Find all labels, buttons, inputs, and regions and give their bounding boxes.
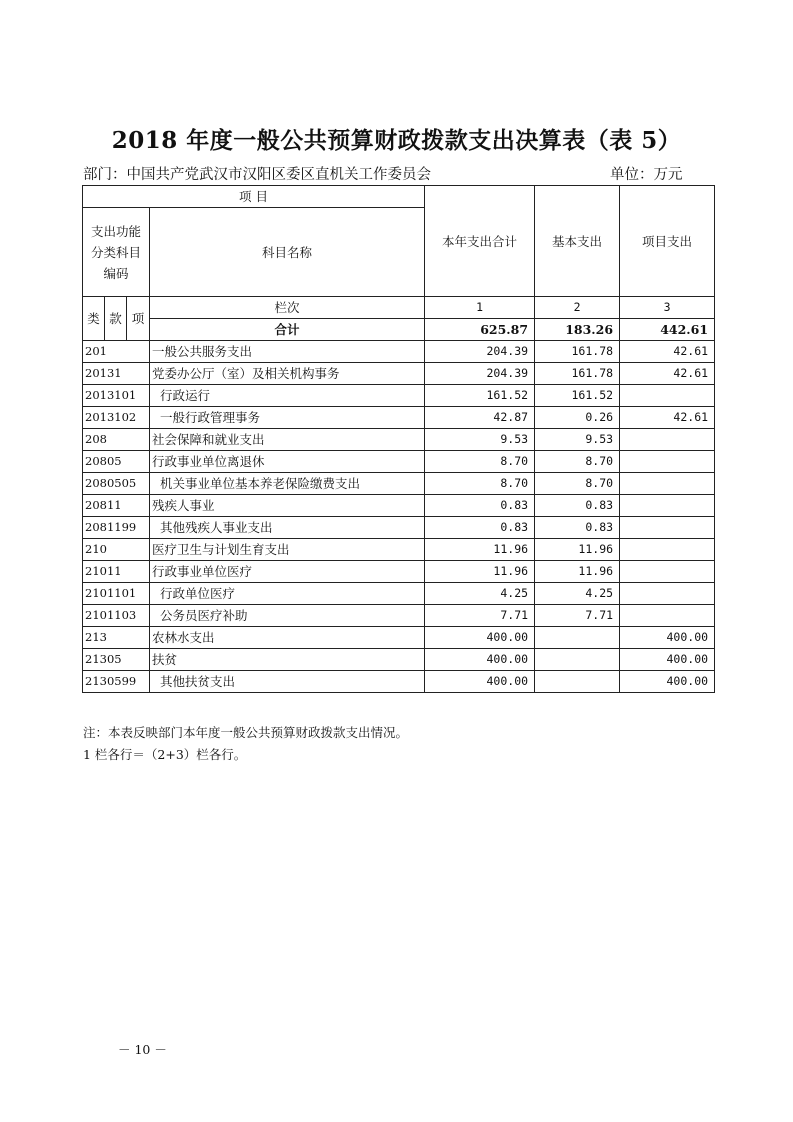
row-code: 2101101 — [83, 583, 150, 605]
lanci-number-1: 1 — [425, 297, 535, 319]
header-project: 项 目 — [83, 186, 425, 208]
table-row — [83, 583, 715, 605]
row-project: 400.00 — [620, 627, 715, 649]
row-basic — [535, 671, 620, 693]
row-project: 400.00 — [620, 671, 715, 693]
row-basic: 0.83 — [535, 517, 620, 539]
row-code: 2081199 — [83, 517, 150, 539]
total-row — [83, 319, 715, 341]
header-code-label: 支出功能分类科目编码 — [83, 208, 150, 297]
row-code: 2013102 — [83, 407, 150, 429]
row-total: 204.39 — [425, 341, 535, 363]
row-project — [620, 495, 715, 517]
row-code: 21011 — [83, 561, 150, 583]
table-row — [83, 363, 715, 385]
header-name-label: 科目名称 — [150, 208, 425, 297]
row-total: 400.00 — [425, 627, 535, 649]
table-row — [83, 605, 715, 627]
row-basic: 0.83 — [535, 495, 620, 517]
row-total: 9.53 — [425, 429, 535, 451]
row-total: 8.70 — [425, 451, 535, 473]
row-total: 11.96 — [425, 561, 535, 583]
row-code: 213 — [83, 627, 150, 649]
row-basic — [535, 627, 620, 649]
lanci-number-2: 2 — [535, 297, 620, 319]
row-basic: 8.70 — [535, 473, 620, 495]
row-basic: 11.96 — [535, 561, 620, 583]
row-basic: 161.78 — [535, 363, 620, 385]
header-col1: 本年支出合计 — [425, 186, 535, 297]
total-value-1: 625.87 — [425, 319, 535, 341]
row-basic: 7.71 — [535, 605, 620, 627]
row-name: 党委办公厅（室）及相关机构事务 — [150, 363, 425, 385]
table-body — [83, 186, 715, 693]
row-basic: 4.25 — [535, 583, 620, 605]
row-code: 201 — [83, 341, 150, 363]
header-col2: 基本支出 — [535, 186, 620, 297]
note-line: 1 栏各行＝（2+3）栏各行。 — [83, 747, 247, 762]
notes — [83, 722, 408, 766]
row-name: 行政单位医疗 — [150, 583, 425, 605]
page-title: 2018 年度一般公共预算财政拨款支出决算表（表 5） — [111, 127, 682, 154]
row-name: 公务员医疗补助 — [150, 605, 425, 627]
row-name: 行政事业单位离退休 — [150, 451, 425, 473]
row-name: 农林水支出 — [150, 627, 425, 649]
row-total: 4.25 — [425, 583, 535, 605]
row-project — [620, 583, 715, 605]
row-code: 20805 — [83, 451, 150, 473]
row-code: 2013101 — [83, 385, 150, 407]
table-row — [83, 561, 715, 583]
total-value-2: 183.26 — [535, 319, 620, 341]
row-total: 400.00 — [425, 671, 535, 693]
row-project — [620, 385, 715, 407]
row-name: 医疗卫生与计划生育支出 — [150, 539, 425, 561]
header-col3: 项目支出 — [620, 186, 715, 297]
table-row — [83, 671, 715, 693]
table-row — [83, 627, 715, 649]
row-basic: 8.70 — [535, 451, 620, 473]
row-code: 20131 — [83, 363, 150, 385]
row-code: 208 — [83, 429, 150, 451]
row-total: 42.87 — [425, 407, 535, 429]
header-row-lanci — [83, 297, 715, 319]
row-total: 11.96 — [425, 539, 535, 561]
table-row — [83, 473, 715, 495]
table-row — [83, 451, 715, 473]
table-row — [83, 649, 715, 671]
row-total: 161.52 — [425, 385, 535, 407]
row-name: 行政运行 — [150, 385, 425, 407]
row-name: 残疾人事业 — [150, 495, 425, 517]
table-row — [83, 429, 715, 451]
row-name: 扶贫 — [150, 649, 425, 671]
table-row — [83, 385, 715, 407]
table-row — [83, 407, 715, 429]
header-row-project — [83, 186, 715, 208]
row-name: 行政事业单位医疗 — [150, 561, 425, 583]
row-total: 8.70 — [425, 473, 535, 495]
row-total: 7.71 — [425, 605, 535, 627]
row-code: 20811 — [83, 495, 150, 517]
unit-label: 单位：万元 — [610, 167, 683, 183]
row-code: 21305 — [83, 649, 150, 671]
row-basic: 0.26 — [535, 407, 620, 429]
row-total: 400.00 — [425, 649, 535, 671]
table-row — [83, 341, 715, 363]
row-project — [620, 539, 715, 561]
row-code: 2101103 — [83, 605, 150, 627]
row-name: 一般公共服务支出 — [150, 341, 425, 363]
row-project: 42.61 — [620, 363, 715, 385]
row-code: 210 — [83, 539, 150, 561]
row-name: 一般行政管理事务 — [150, 407, 425, 429]
row-project — [620, 561, 715, 583]
row-project — [620, 473, 715, 495]
row-code: 2080505 — [83, 473, 150, 495]
row-basic: 11.96 — [535, 539, 620, 561]
row-project — [620, 451, 715, 473]
row-name: 社会保障和就业支出 — [150, 429, 425, 451]
row-project — [620, 605, 715, 627]
page-number: － 10 － — [118, 1042, 167, 1057]
row-project: 42.61 — [620, 341, 715, 363]
row-total: 0.83 — [425, 495, 535, 517]
table-row — [83, 539, 715, 561]
row-basic: 161.52 — [535, 385, 620, 407]
table-row — [83, 517, 715, 539]
table-row — [83, 495, 715, 517]
note-line: 注：本表反映部门本年度一般公共预算财政拨款支出情况。 — [83, 725, 409, 740]
row-name: 其他扶贫支出 — [150, 671, 425, 693]
total-value-3: 442.61 — [620, 319, 715, 341]
row-project: 400.00 — [620, 649, 715, 671]
header-lanci: 栏次 — [150, 297, 425, 319]
row-project: 42.61 — [620, 407, 715, 429]
row-code: 2130599 — [83, 671, 150, 693]
lanci-number-3: 3 — [620, 297, 715, 319]
budget-table — [82, 185, 715, 693]
row-basic: 161.78 — [535, 341, 620, 363]
row-project — [620, 517, 715, 539]
row-project — [620, 429, 715, 451]
row-name: 其他残疾人事业支出 — [150, 517, 425, 539]
header-kuan: 款 — [105, 297, 127, 341]
row-basic: 9.53 — [535, 429, 620, 451]
row-total: 0.83 — [425, 517, 535, 539]
header-xiang: 项 — [127, 297, 150, 341]
header-lei: 类 — [83, 297, 105, 341]
row-total: 204.39 — [425, 363, 535, 385]
row-name: 机关事业单位基本养老保险缴费支出 — [150, 473, 425, 495]
row-basic — [535, 649, 620, 671]
total-label: 合计 — [150, 319, 425, 341]
department-label: 部门：中国共产党武汉市汉阳区委区直机关工作委员会 — [83, 167, 431, 183]
